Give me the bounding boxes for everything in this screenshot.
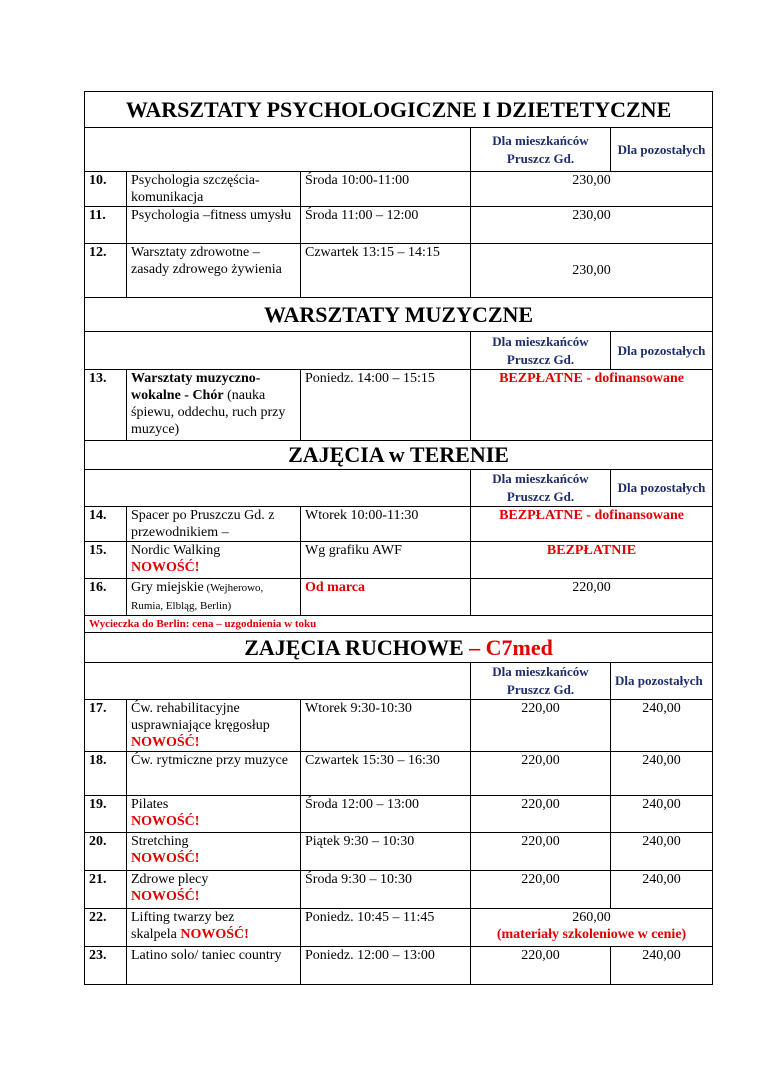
activity-schedule: Piątek 9:30 – 10:30 xyxy=(301,833,471,871)
section-title-main: ZAJĘCIA RUCHOWE xyxy=(244,634,470,660)
activity-name xyxy=(127,700,301,752)
header-spacer xyxy=(85,470,471,507)
header-others: Dla pozostałych xyxy=(611,663,713,700)
schedule-table xyxy=(84,91,713,985)
activity-name xyxy=(127,833,301,871)
row-number: 11. xyxy=(85,207,127,244)
new-badge: NOWOŚĆ! xyxy=(131,560,200,575)
header-others: Dla pozostałych xyxy=(611,470,713,507)
table-row xyxy=(85,796,713,833)
activity-price: 230,00 xyxy=(471,244,713,298)
activity-name: Ćw. rytmiczne przy muzyce xyxy=(127,752,301,796)
activity-price: BEZPŁATNE - dofinansowane xyxy=(471,507,713,542)
price-residents: 220,00 xyxy=(471,947,611,985)
row-number: 20. xyxy=(85,833,127,871)
row-number: 10. xyxy=(85,172,127,207)
activity-name xyxy=(127,542,301,579)
price-residents: 220,00 xyxy=(471,752,611,796)
activity-price: 230,00 xyxy=(471,207,713,244)
activity-schedule: Poniedz. 12:00 – 13:00 xyxy=(301,947,471,985)
section-title-movement xyxy=(85,633,713,663)
row-number: 15. xyxy=(85,542,127,579)
price-residents: 220,00 xyxy=(471,700,611,752)
activity-price: BEZPŁATNIE xyxy=(471,542,713,579)
price-value: 260,00 xyxy=(572,910,611,925)
row-number: 21. xyxy=(85,871,127,909)
section-title-psych: WARSZTATY PSYCHOLOGICZNE I DZIETETYCZNE xyxy=(85,92,713,128)
new-badge: NOWOŚĆ! xyxy=(131,851,200,866)
activity-name xyxy=(127,579,301,616)
activity-name-detail: (nauka śpiewu, oddechu, ruch przy muzyce) xyxy=(131,388,286,437)
activity-name: Psychologia –fitness umysłu xyxy=(127,207,301,244)
trip-note: Wycieczka do Berlin: cena – uzgodnienia w toku xyxy=(85,616,713,633)
header-others: Dla pozostałych xyxy=(611,128,713,172)
header-residents: Dla mieszkańców Pruszcz Gd. xyxy=(471,663,611,700)
row-number: 16. xyxy=(85,579,127,616)
activity-name-text: Zdrowe plecy xyxy=(131,872,209,887)
table-row xyxy=(85,871,713,909)
price-note: (materiały szkoleniowe w cenie) xyxy=(496,927,687,942)
section-title-brand: – C7med xyxy=(469,634,553,660)
activity-price: BEZPŁATNE - dofinansowane xyxy=(471,370,713,441)
activity-schedule: Wg grafiku AWF xyxy=(301,542,471,579)
activity-price: 220,00 xyxy=(471,579,713,616)
activity-name-text: Stretching xyxy=(131,834,189,849)
activity-schedule: Od marca xyxy=(301,579,471,616)
activity-name-text: Pilates xyxy=(131,797,169,812)
activity-schedule: Poniedz. 10:45 – 11:45 xyxy=(301,909,471,947)
header-spacer xyxy=(85,332,471,370)
activity-price xyxy=(471,909,713,947)
price-others: 240,00 xyxy=(611,796,713,833)
header-others: Dla pozostałych xyxy=(611,332,713,370)
header-spacer xyxy=(85,128,471,172)
table-row xyxy=(85,909,713,947)
new-badge: NOWOŚĆ! xyxy=(180,927,249,942)
activity-schedule: Poniedz. 14:00 – 15:15 xyxy=(301,370,471,441)
row-number: 12. xyxy=(85,244,127,298)
activity-schedule: Wtorek 10:00-11:30 xyxy=(301,507,471,542)
activity-name-text: Nordic Walking xyxy=(131,543,221,558)
price-others: 240,00 xyxy=(611,752,713,796)
price-others: 240,00 xyxy=(611,833,713,871)
activity-name-cities: (Wejherowo, Rumia, Elbląg, Berlin) xyxy=(131,582,264,612)
table-row xyxy=(85,507,713,542)
activity-name xyxy=(127,796,301,833)
activity-schedule: Środa 11:00 – 12:00 xyxy=(301,207,471,244)
table-row xyxy=(85,947,713,985)
table-row xyxy=(85,244,713,298)
table-row xyxy=(85,172,713,207)
activity-schedule: Czwartek 13:15 – 14:15 xyxy=(301,244,471,298)
new-badge: NOWOŚĆ! xyxy=(131,735,200,750)
activity-name xyxy=(127,370,301,441)
row-number: 19. xyxy=(85,796,127,833)
price-header-row xyxy=(85,470,713,507)
activity-price: 230,00 xyxy=(471,172,713,207)
price-header-row xyxy=(85,663,713,700)
activity-name-text: Lifting twarzy bez skalpela xyxy=(131,910,235,942)
table-row xyxy=(85,833,713,871)
row-number: 14. xyxy=(85,507,127,542)
activity-schedule: Środa 10:00-11:00 xyxy=(301,172,471,207)
activity-name-text: Gry miejskie xyxy=(131,580,204,595)
price-residents: 220,00 xyxy=(471,796,611,833)
table-row xyxy=(85,579,713,616)
price-others: 240,00 xyxy=(611,871,713,909)
activity-schedule: Środa 9:30 – 10:30 xyxy=(301,871,471,909)
new-badge: NOWOŚĆ! xyxy=(131,814,200,829)
table-row xyxy=(85,700,713,752)
header-residents: Dla mieszkańców Pruszcz Gd. xyxy=(471,470,611,507)
table-row xyxy=(85,542,713,579)
row-number: 18. xyxy=(85,752,127,796)
activity-name: Psychologia szczęścia-komunikacja xyxy=(127,172,301,207)
price-header-row xyxy=(85,332,713,370)
price-residents: 220,00 xyxy=(471,871,611,909)
row-number: 17. xyxy=(85,700,127,752)
activity-name xyxy=(127,909,301,947)
table-row xyxy=(85,370,713,441)
activity-name: Warsztaty zdrowotne – zasady zdrowego żywienia xyxy=(127,244,301,298)
section-title-field: ZAJĘCIA w TERENIE xyxy=(85,441,713,470)
table-row xyxy=(85,752,713,796)
price-header-row xyxy=(85,128,713,172)
new-badge: NOWOŚĆ! xyxy=(131,889,200,904)
row-number: 22. xyxy=(85,909,127,947)
price-others: 240,00 xyxy=(611,947,713,985)
header-spacer xyxy=(85,663,471,700)
section-title-music: WARSZTATY MUZYCZNE xyxy=(85,298,713,332)
activity-schedule: Czwartek 15:30 – 16:30 xyxy=(301,752,471,796)
activity-name: Latino solo/ taniec country xyxy=(127,947,301,985)
activity-schedule: Wtorek 9:30-10:30 xyxy=(301,700,471,752)
header-residents: Dla mieszkańców Pruszcz Gd. xyxy=(471,128,611,172)
price-residents: 220,00 xyxy=(471,833,611,871)
activity-schedule: Środa 12:00 – 13:00 xyxy=(301,796,471,833)
activity-name-text: Ćw. rehabilitacyjne usprawniające kręgosłup xyxy=(131,701,270,733)
row-number: 13. xyxy=(85,370,127,441)
activity-name xyxy=(127,871,301,909)
activity-name-bold: Warsztaty muzyczno-wokalne - Chór xyxy=(131,371,261,403)
activity-name: Spacer po Pruszczu Gd. z przewodnikiem – xyxy=(127,507,301,542)
table-row xyxy=(85,207,713,244)
row-number: 23. xyxy=(85,947,127,985)
header-residents: Dla mieszkańców Pruszcz Gd. xyxy=(471,332,611,370)
price-others: 240,00 xyxy=(611,700,713,752)
